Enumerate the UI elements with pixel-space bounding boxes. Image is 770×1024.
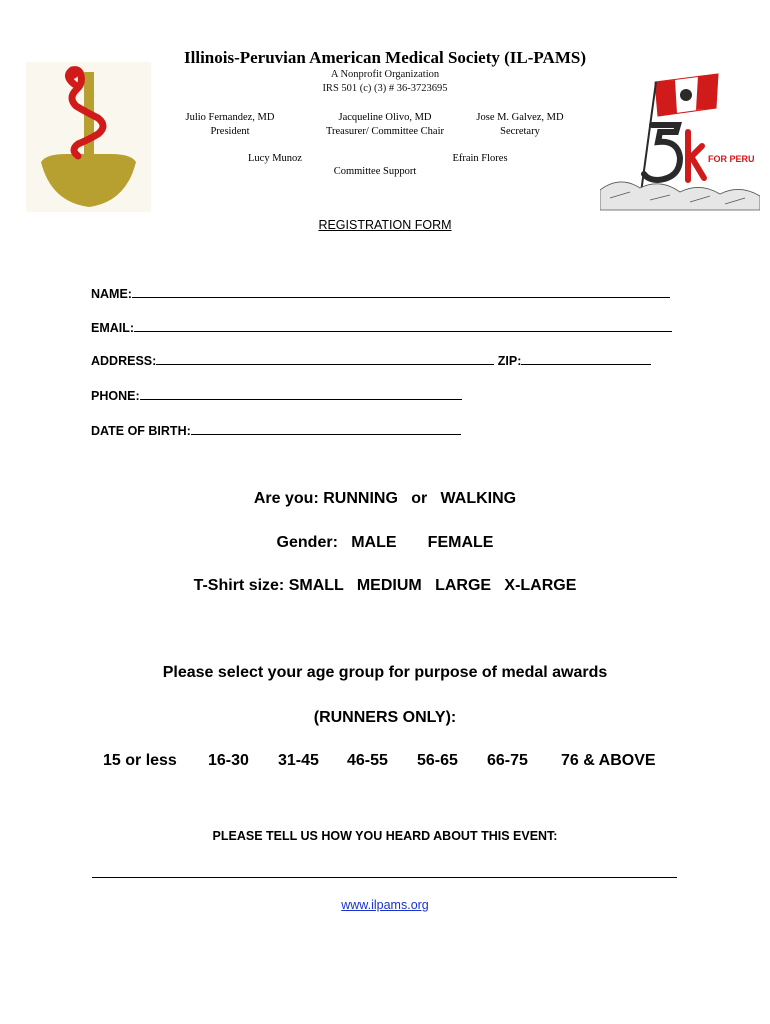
- name-field[interactable]: [91, 286, 670, 301]
- medical-caduceus-logo: [26, 62, 151, 212]
- officer-name: Jacqueline Olivo, MD: [338, 112, 432, 123]
- organization-subtitle: A Nonprofit Organization: [330, 69, 440, 80]
- date-of-birth-field[interactable]: [91, 423, 461, 438]
- officer-secretary: [460, 111, 580, 139]
- age-option[interactable]: 31-45: [278, 752, 319, 769]
- email-field[interactable]: [91, 320, 672, 335]
- organization-title: Illinois-Peruvian American Medical Society (IL-PAMS): [184, 48, 586, 67]
- phone-label: PHONE:: [91, 389, 140, 403]
- registration-form-title: REGISTRATION FORM: [318, 218, 452, 232]
- heard-about-event-question: PLEASE TELL US HOW YOU HEARD ABOUT THIS EVENT:: [212, 829, 558, 843]
- irs-number: IRS 501 (c) (3) # 36-3723695: [322, 83, 448, 94]
- for-peru-text: FOR PERU: [708, 154, 755, 164]
- officer-name: Julio Fernandez, MD: [185, 112, 275, 123]
- zip-blank-line[interactable]: [521, 353, 651, 365]
- zip-label: ZIP:: [497, 354, 522, 368]
- age-group-heading: Please select your age group for purpose of medal awards: [162, 664, 608, 681]
- support-role: Committee Support: [333, 166, 417, 177]
- address-field[interactable]: [91, 353, 651, 368]
- age-option[interactable]: 16-30: [208, 752, 249, 769]
- dob-blank-line[interactable]: [191, 423, 461, 435]
- age-option[interactable]: 56-65: [417, 752, 458, 769]
- name-blank-line[interactable]: [132, 286, 670, 298]
- email-label: EMAIL:: [91, 321, 135, 335]
- 5k-for-peru-logo: [600, 70, 760, 215]
- officer-role: Secretary: [500, 126, 540, 137]
- officer-president: [170, 111, 290, 139]
- website-link[interactable]: www.ilpams.org: [341, 898, 429, 912]
- heard-about-blank-line[interactable]: [92, 877, 677, 878]
- phone-blank-line[interactable]: [140, 388, 462, 400]
- dob-label: DATE OF BIRTH:: [91, 424, 191, 438]
- support-member-left: Lucy Munoz: [248, 153, 302, 164]
- officer-role: President: [210, 126, 250, 137]
- running-or-walking-question[interactable]: Are you: RUNNING or WALKING: [253, 490, 517, 507]
- officer-treasurer: [310, 111, 460, 139]
- officer-name: Jose M. Galvez, MD: [476, 112, 564, 123]
- tshirt-size-question[interactable]: T-Shirt size: SMALL MEDIUM LARGE X-LARGE: [193, 577, 577, 594]
- address-blank-line[interactable]: [156, 353, 494, 365]
- age-option[interactable]: 15 or less: [103, 752, 177, 769]
- runners-only-note: (RUNNERS ONLY):: [313, 709, 457, 726]
- email-blank-line[interactable]: [134, 320, 672, 332]
- age-option[interactable]: 46-55: [347, 752, 388, 769]
- support-member-right: Efrain Flores: [452, 153, 508, 164]
- officer-role: Treasurer/ Committee Chair: [325, 126, 444, 137]
- phone-field[interactable]: [91, 388, 462, 403]
- address-label: ADDRESS:: [91, 354, 157, 368]
- age-option[interactable]: 76 & ABOVE: [561, 752, 656, 769]
- age-option[interactable]: 66-75: [487, 752, 528, 769]
- name-label: NAME:: [91, 287, 132, 301]
- gender-question[interactable]: Gender: MALE FEMALE: [276, 534, 494, 551]
